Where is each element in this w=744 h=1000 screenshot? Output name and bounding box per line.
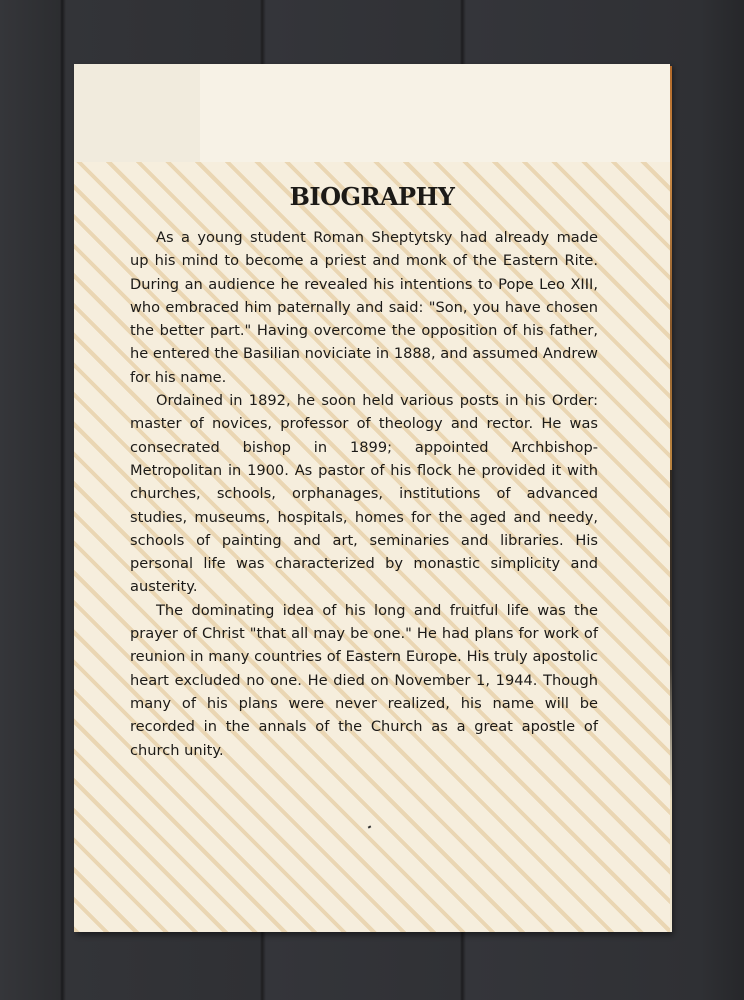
paper-blank-corner — [74, 64, 200, 162]
paragraph-early-life: As a young student Roman Sheptytsky had already made up his mind to become a priest and monk of the Eastern Rite. During an audience he revealed his intentions to Pope Leo XIII, who embraced him paternally and said: "Son, you have chosen the better part." Having overcome the opposition of his father, he entered the Basilian noviciate in 1888, and assumed Andrew for his name. — [130, 229, 598, 386]
paragraph-career: Ordained in 1892, he soon held various posts in his Order: master of novices, professor of theology and rector. He was consecrated bishop in 1899; appointed Archbishop-Metropolitan in 1900. As pastor of his flock he provided it with churches, schools, orphanages, institutions of advanced studies, museums, hospitals, homes for the aged and needy, schools of painting and art, seminaries and libraries. His personal life was characterized by monastic simplicity and austerity. — [130, 392, 598, 596]
paragraph-legacy: The dominating idea of his long and fruitful life was the prayer of Christ "that all may be one." He had plans for work of reunion in many countries of Eastern Europe. His truly apostolic heart excluded no one. He died on November 1, 1944. Though many of his plans were never realized, his name will be recorded in the annals of the Church as a great apostle of church unity. — [130, 601, 598, 759]
page-title: BIOGRAPHY — [289, 182, 455, 211]
biography-text — [130, 226, 598, 762]
biography-card — [74, 64, 670, 932]
